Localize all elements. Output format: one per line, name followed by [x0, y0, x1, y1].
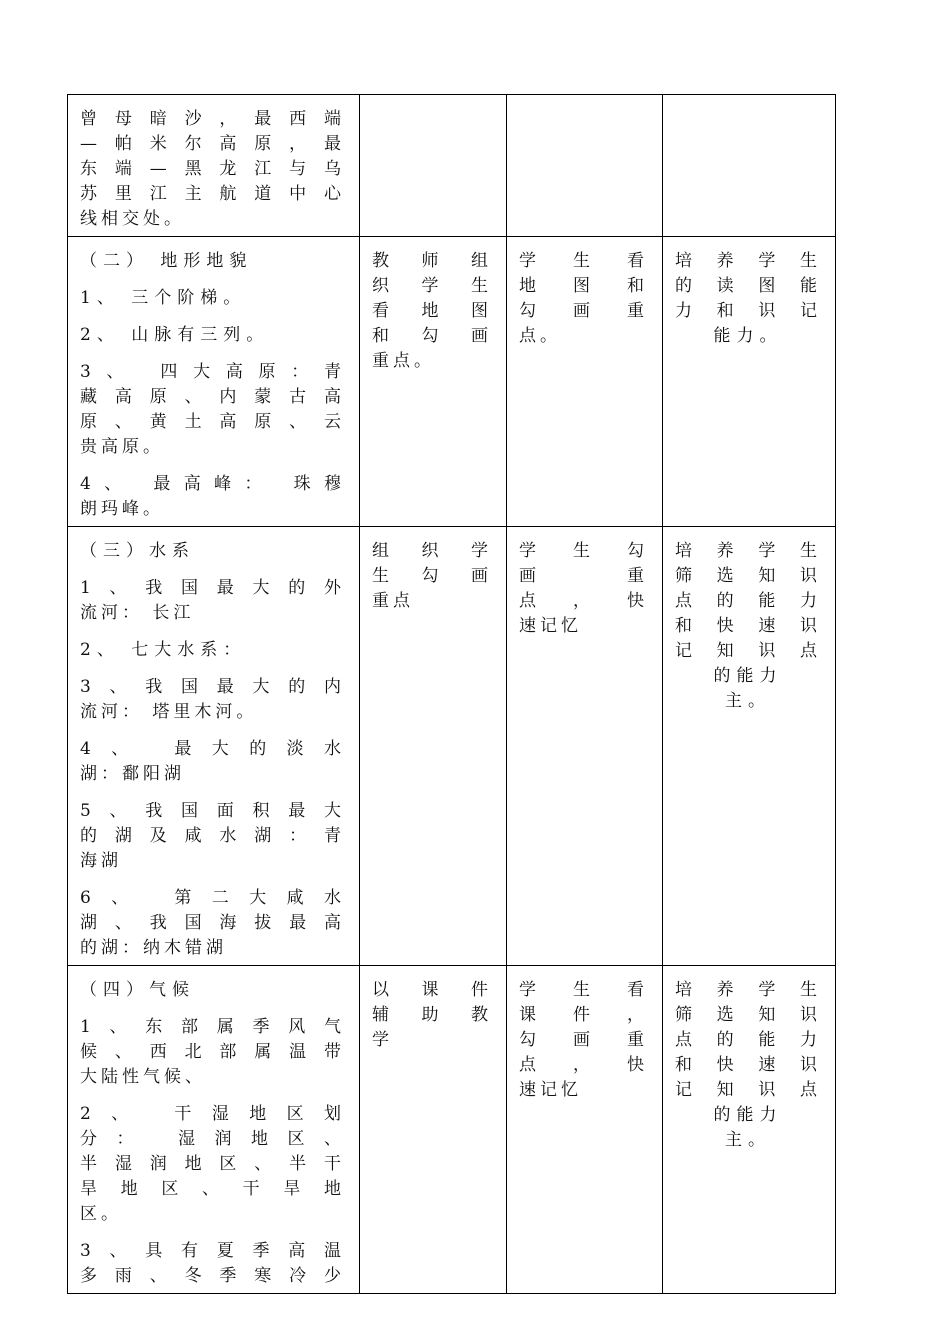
table-row — [68, 527, 836, 966]
text-line: 6、 第二大咸水 — [80, 888, 345, 908]
text-line: 主。 — [725, 1130, 771, 1150]
student-activity-cell — [507, 95, 663, 237]
teacher-activity-cell — [360, 966, 507, 1294]
text-line: 候、西北部属温带 — [80, 1042, 345, 1062]
design-intent-cell — [663, 237, 836, 527]
text-line: 学 — [372, 1030, 393, 1050]
text-line: 点的能力 — [675, 591, 821, 611]
text-line: 点，快 — [519, 1055, 648, 1075]
text-line: 流河： 长江 — [80, 603, 195, 623]
text-line: 的能力 — [713, 666, 783, 686]
text-line: 5、我国面积最大 — [80, 801, 345, 821]
text-line: 的湖：纳木错湖 — [80, 938, 227, 958]
text-line: 1、我国最大的外 — [80, 578, 345, 598]
table-row — [68, 95, 836, 237]
text-line: 筛选知识 — [675, 1005, 821, 1025]
lesson-plan-table — [67, 94, 836, 1294]
text-line: 4、 最大的淡水 — [80, 739, 345, 759]
text-line: 和快速识 — [675, 616, 821, 636]
teacher-activity-cell — [360, 237, 507, 527]
text-line: 流河： 塔里木河。 — [80, 702, 258, 722]
table-row — [68, 966, 836, 1294]
content-cell — [68, 527, 360, 966]
text-line: 4、 最高峰： 珠穆 — [80, 474, 345, 494]
text-line: 3、具有夏季高温 — [80, 1241, 345, 1261]
text-line: 织学生 — [372, 276, 492, 296]
student-activity-cell — [507, 237, 663, 527]
text-line: 曾母暗沙，最西端 — [80, 109, 345, 129]
text-line: 点。 — [519, 326, 561, 346]
text-line: 的湖及咸水湖：青 — [80, 826, 345, 846]
text-line: —帕米尔高原，最 — [80, 134, 345, 154]
text-line: 辅助教 — [372, 1005, 492, 1025]
text-line: 2、 山脉有三列。 — [80, 325, 270, 345]
content-cell — [68, 95, 360, 237]
text-line: 培养学生 — [675, 980, 821, 1000]
text-line: 3、我国最大的内 — [80, 677, 345, 697]
text-line: 学生勾 — [519, 541, 648, 561]
text-line: 以课件 — [372, 980, 492, 1000]
text-line: 点，快 — [519, 591, 648, 611]
text-line: 旱地区、干旱地 — [80, 1179, 345, 1199]
design-intent-cell — [663, 95, 836, 237]
text-line: 学生看 — [519, 980, 648, 1000]
text-line: 记知识点 — [675, 641, 821, 661]
text-line: 看地图 — [372, 301, 492, 321]
text-line: 1、东部属季风气 — [80, 1017, 345, 1037]
text-line: 培养学生 — [675, 251, 821, 271]
text-line: 地图和 — [519, 276, 648, 296]
text-line: 教师组 — [372, 251, 492, 271]
text-line: 速记忆 — [519, 1080, 582, 1100]
text-line: 分： 湿润地区、 — [80, 1129, 345, 1149]
design-intent-cell — [663, 966, 836, 1294]
text-line: 线相交处。 — [80, 209, 185, 229]
text-line: 勾画重 — [519, 301, 648, 321]
text-line: 的能力 — [713, 1105, 783, 1125]
text-line: 重点。 — [372, 351, 435, 371]
text-line: 学生看 — [519, 251, 648, 271]
text-line: 半湿润地区、半干 — [80, 1154, 345, 1174]
text-line: 画 重 — [519, 566, 648, 586]
text-line: 多雨、冬季寒冷少 — [80, 1266, 345, 1286]
section-title: （三）水系 — [80, 541, 195, 561]
text-line: 2、 七大水系： — [80, 640, 247, 660]
text-line: 朗玛峰。 — [80, 499, 164, 519]
text-line: 原、黄土高原、云 — [80, 412, 345, 432]
text-line: 记知识点 — [675, 1080, 821, 1100]
text-line: 东端—黑龙江与乌 — [80, 159, 345, 179]
text-line: 3、 四大高原：青 — [80, 362, 345, 382]
text-line: 藏高原、内蒙古高 — [80, 387, 345, 407]
text-line: 贵高原。 — [80, 437, 164, 457]
text-line: 苏里江主航道中心 — [80, 184, 345, 204]
text-line: 重点 — [372, 591, 414, 611]
teacher-activity-cell — [360, 527, 507, 966]
text-line: 的读图能 — [675, 276, 821, 296]
text-line: 组织学 — [372, 541, 492, 561]
text-line: 力和识记 — [675, 301, 821, 321]
text-line: 能力。 — [713, 326, 783, 346]
text-line: 1、 三个阶梯。 — [80, 288, 247, 308]
text-line: 大陆性气候、 — [80, 1067, 206, 1087]
text-line: 筛选知识 — [675, 566, 821, 586]
section-title: （四）气候 — [80, 980, 195, 1000]
table-row — [68, 237, 836, 527]
text-line: 主。 — [725, 691, 771, 711]
text-line: 课件， — [519, 1005, 648, 1025]
text-line: 2、 干湿地区划 — [80, 1104, 345, 1124]
text-line: 点的能力 — [675, 1030, 821, 1050]
text-line: 和勾画 — [372, 326, 492, 346]
section-title: （二） 地形地貌 — [80, 251, 253, 271]
student-activity-cell — [507, 966, 663, 1294]
text-line: 勾画重 — [519, 1030, 648, 1050]
content-cell — [68, 966, 360, 1294]
teacher-activity-cell — [360, 95, 507, 237]
text-line: 湖：鄱阳湖 — [80, 764, 185, 784]
text-line: 区。 — [80, 1204, 122, 1224]
design-intent-cell — [663, 527, 836, 966]
text-line: 培养学生 — [675, 541, 821, 561]
text-line: 湖、我国海拔最高 — [80, 913, 345, 933]
text-line: 海湖 — [80, 851, 122, 871]
text-line: 生勾画 — [372, 566, 492, 586]
content-cell — [68, 237, 360, 527]
student-activity-cell — [507, 527, 663, 966]
text-line: 和快速识 — [675, 1055, 821, 1075]
text-line: 速记忆 — [519, 616, 582, 636]
